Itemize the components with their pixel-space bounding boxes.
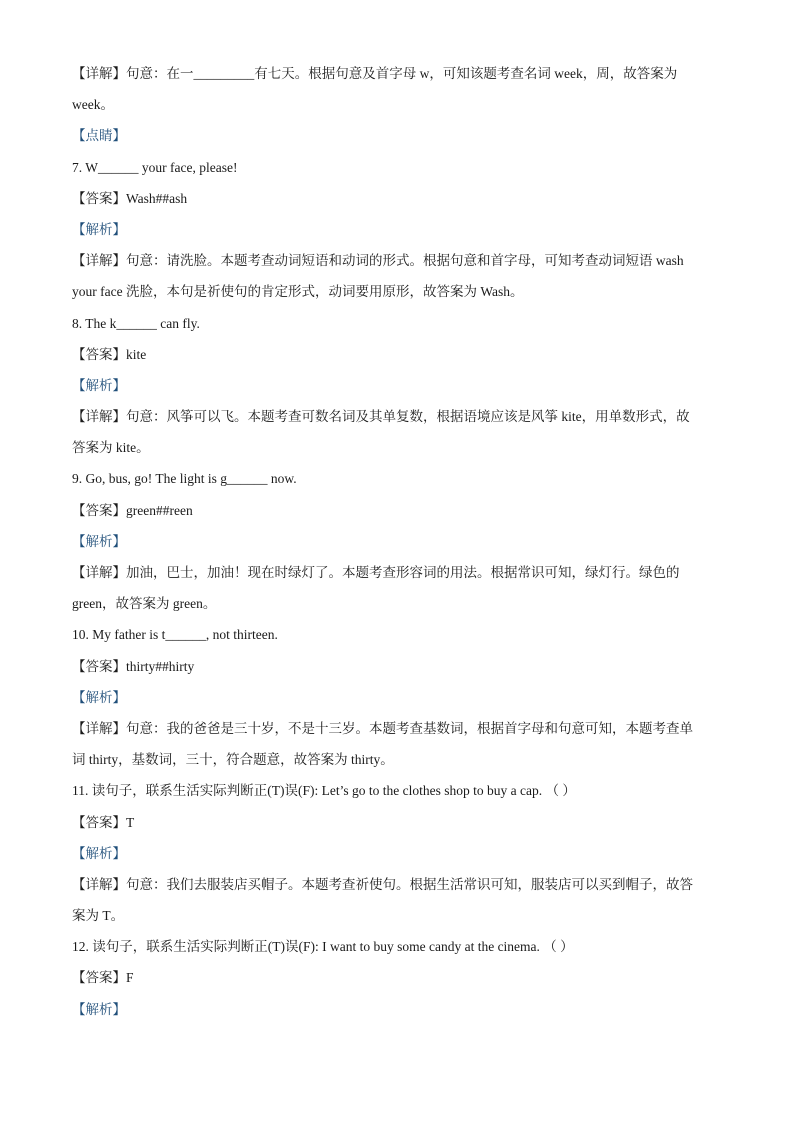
question-11: 11. 读句子，联系生活实际判断正(T)误(F): Let’s go to the clothes shop to buy a cap. （ ）	[72, 783, 576, 799]
explanation-line: 案为 T。	[72, 908, 125, 924]
analysis-heading: 【解析】	[72, 533, 126, 549]
answer-9: 【答案】green##reen	[72, 502, 193, 518]
explanation-line: 词 thirty，基数词，三十，符合题意，故答案为 thirty。	[72, 752, 394, 768]
answer-12: 【答案】F	[72, 970, 134, 986]
answer-11: 【答案】T	[72, 814, 135, 830]
explanation-line: your face 洗脸，本句是祈使句的肯定形式，动词要用原形，故答案为 Wash。	[72, 284, 524, 300]
analysis-heading: 【解析】	[72, 221, 126, 237]
analysis-heading: 【解析】	[72, 845, 126, 861]
answer-8: 【答案】kite	[72, 346, 147, 362]
document-page	[72, 58, 722, 1025]
explanation-line: 【详解】句意：我的爸爸是三十岁，不是十三岁。本题考查基数词，根据首字母和句意可知，本题考查单	[72, 720, 693, 736]
explanation-line: 【详解】句意：我们去服装店买帽子。本题考查祈使句。根据生活常识可知，服装店可以买到帽子，故答	[72, 876, 693, 892]
tip-heading: 【点睛】	[72, 128, 126, 144]
explanation-line: 【详解】句意：风筝可以飞。本题考查可数名词及其单复数，根据语境应该是风筝 kite，用单数形式，故	[72, 409, 690, 425]
explanation-line: 【详解】加油，巴士，加油！现在时绿灯了。本题考查形容词的用法。根据常识可知，绿灯行。绿色的	[72, 565, 680, 580]
explanation-line: green，故答案为 green。	[72, 596, 217, 612]
question-10: 10. My father is t______, not thirteen.	[72, 627, 278, 643]
question-8: 8. The k______ can fly.	[72, 315, 200, 331]
analysis-heading: 【解析】	[72, 377, 126, 393]
answer-7: 【答案】Wash##ash	[72, 190, 188, 206]
answer-10: 【答案】thirty##hirty	[72, 658, 195, 674]
analysis-heading: 【解析】	[72, 689, 126, 705]
explanation-line: 答案为 kite。	[72, 440, 150, 456]
explanation-line: 【详解】句意：在一_________有七天。根据句意及首字母 w，可知该题考查名词 week，周，故答案为	[72, 66, 678, 81]
explanation-line: 【详解】句意：请洗脸。本题考查动词短语和动词的形式。根据句意和首字母，可知考查动词短语 wash	[72, 253, 684, 269]
question-9: 9. Go, bus, go! The light is g______ now.	[72, 471, 297, 487]
question-7: 7. W______ your face, please!	[72, 159, 238, 175]
explanation-line: week。	[72, 97, 114, 113]
analysis-heading: 【解析】	[72, 1001, 126, 1017]
question-12: 12. 读句子，联系生活实际判断正(T)误(F): I want to buy some candy at the cinema. （ ）	[72, 939, 574, 955]
